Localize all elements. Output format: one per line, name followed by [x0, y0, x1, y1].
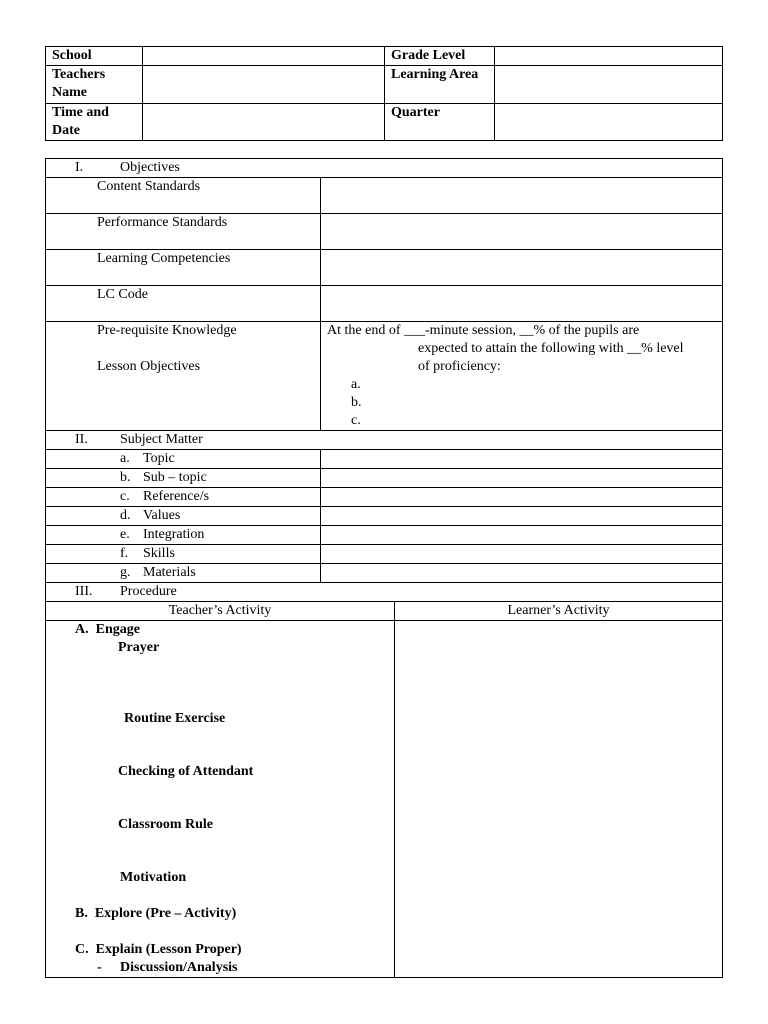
procedure-title: Procedure: [120, 584, 177, 599]
classroom-rule-label: Classroom Rule: [118, 817, 214, 832]
content-standards-field[interactable]: [321, 178, 723, 214]
subject-item-label: Sub – topic: [143, 470, 207, 485]
quarter-label: Quarter: [385, 104, 495, 141]
lesson-objectives-label: Lesson Objectives: [97, 359, 201, 374]
performance-standards-label: Performance Standards: [46, 214, 321, 250]
grade-level-label: Grade Level: [385, 47, 495, 66]
references-field[interactable]: [321, 488, 723, 507]
subject-item-letter: e.: [120, 527, 130, 542]
teachers-name-label: Teachers Name: [46, 66, 143, 104]
objectives-statement-cell[interactable]: [321, 322, 723, 431]
school-label: School: [46, 47, 143, 66]
prereq-lesson-objectives-cell: [46, 322, 321, 431]
time-and-date-label: Time and Date: [46, 104, 143, 141]
grade-level-field[interactable]: [495, 47, 723, 66]
skills-field[interactable]: [321, 545, 723, 564]
values-field[interactable]: [321, 507, 723, 526]
subject-item-label: Integration: [143, 527, 205, 542]
subject-item-sub-topic: [46, 469, 321, 488]
subject-item-label: Materials: [143, 565, 196, 580]
subject-item-letter: d.: [120, 508, 131, 523]
subject-item-letter: b.: [120, 470, 131, 485]
lc-code-field[interactable]: [321, 286, 723, 322]
explain-label: C. Explain (Lesson Proper): [75, 942, 242, 957]
learning-competencies-field[interactable]: [321, 250, 723, 286]
teachers-name-field[interactable]: [143, 66, 385, 104]
subject-item-topic: [46, 450, 321, 469]
prayer-label: Prayer: [118, 640, 160, 655]
school-field[interactable]: [143, 47, 385, 66]
subject-matter-section-header: [46, 431, 723, 450]
subject-item-label: Values: [143, 508, 181, 523]
objectives-title: Objectives: [120, 160, 180, 175]
lesson-plan-table: [45, 158, 723, 978]
subject-item-integration: [46, 526, 321, 545]
subject-item-label: Topic: [143, 451, 175, 466]
subject-item-label: Skills: [143, 546, 175, 561]
subject-item-skills: [46, 545, 321, 564]
engage-label: A. Engage: [75, 622, 140, 637]
explore-label: B. Explore (Pre – Activity): [75, 906, 237, 921]
procedure-number: III.: [75, 584, 93, 599]
time-and-date-field[interactable]: [143, 104, 385, 141]
header-table: [45, 46, 723, 141]
materials-field[interactable]: [321, 564, 723, 583]
learner-activity-header: Learner’s Activity: [395, 602, 723, 621]
subject-item-materials: [46, 564, 321, 583]
subject-item-letter: g.: [120, 565, 131, 580]
learning-competencies-label: Learning Competencies: [46, 250, 321, 286]
performance-standards-field[interactable]: [321, 214, 723, 250]
teacher-activity-cell[interactable]: [46, 621, 395, 978]
lc-code-label: LC Code: [46, 286, 321, 322]
subject-item-letter: a.: [120, 451, 130, 466]
quarter-field[interactable]: [495, 104, 723, 141]
objectives-section-header: [46, 159, 723, 178]
objectives-statement-line1: At the end of ___-minute session, __% of the pupils are: [327, 323, 640, 338]
subject-item-letter: f.: [120, 546, 129, 561]
motivation-label: Motivation: [120, 870, 187, 885]
learning-area-field[interactable]: [495, 66, 723, 104]
teacher-activity-header: Teacher’s Activity: [46, 602, 395, 621]
dash-bullet: -: [97, 960, 102, 975]
subject-item-letter: c.: [120, 489, 130, 504]
learning-area-label: Learning Area: [385, 66, 495, 104]
sub-topic-field[interactable]: [321, 469, 723, 488]
objectives-statement-line2: expected to attain the following with __% level: [418, 341, 684, 356]
subject-item-label: Reference/s: [143, 489, 210, 504]
routine-exercise-label: Routine Exercise: [124, 711, 226, 726]
objectives-statement-line3: of proficiency:: [418, 359, 501, 374]
objective-item-a: a.: [351, 377, 361, 392]
subject-matter-number: II.: [75, 432, 88, 447]
prereq-knowledge-label: Pre-requisite Knowledge: [97, 323, 237, 338]
objective-item-c: c.: [351, 413, 361, 428]
objectives-number: I.: [75, 160, 84, 175]
discussion-analysis-label: Discussion/Analysis: [120, 960, 238, 975]
learner-activity-cell[interactable]: [395, 621, 723, 978]
content-standards-label: Content Standards: [46, 178, 321, 214]
procedure-section-header: [46, 583, 723, 602]
subject-item-values: [46, 507, 321, 526]
objective-item-b: b.: [351, 395, 362, 410]
subject-item-references: [46, 488, 321, 507]
topic-field[interactable]: [321, 450, 723, 469]
integration-field[interactable]: [321, 526, 723, 545]
subject-matter-title: Subject Matter: [120, 432, 203, 447]
checking-attendance-label: Checking of Attendant: [118, 764, 254, 779]
